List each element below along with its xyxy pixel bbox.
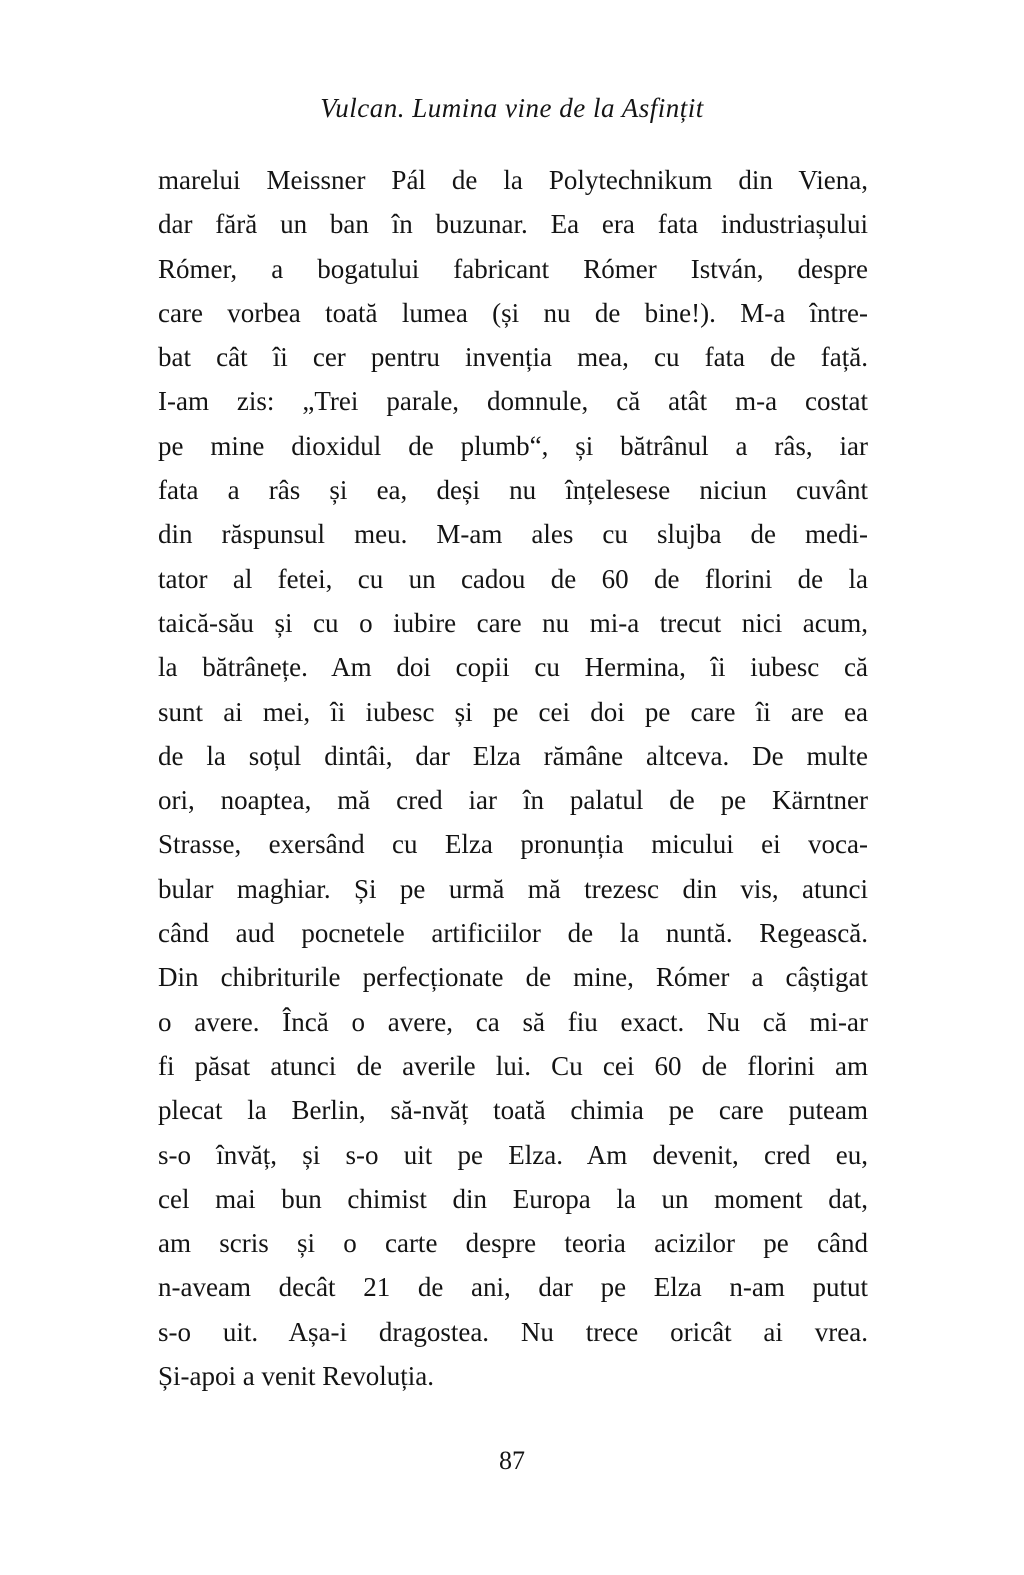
body-line: ori, noaptea, mă cred iar în palatul de pe Kärntner (158, 785, 868, 816)
body-line: care vorbea toată lumea (și nu de bine!). M-a între- (158, 297, 868, 328)
body-line: la bătrânețe. Am doi copii cu Hermina, îi iubesc că (158, 652, 868, 683)
body-line: de la soțul dintâi, dar Elza rămâne altceva. De multe (158, 740, 868, 771)
body-line: bular maghiar. Și pe urmă mă trezesc din vis, atunci (158, 873, 868, 904)
page-number: 87 (499, 1446, 525, 1475)
body-line: fata a râs și ea, deși nu înțelesese niciun cuvânt (158, 475, 868, 506)
body-line: s-o învăț, și s-o uit pe Elza. Am devenit, cred eu, (158, 1139, 868, 1170)
body-line-last: Și-apoi a venit Revoluția. (158, 1361, 434, 1392)
body-line: cel mai bun chimist din Europa la un moment dat, (158, 1183, 868, 1214)
body-line: fi păsat atunci de averile lui. Cu cei 60 de florini am (158, 1050, 868, 1081)
body-line: bat cât îi cer pentru invenția mea, cu fata de față. (158, 342, 868, 373)
body-line: plecat la Berlin, să-nvăț toată chimia pe care puteam (158, 1095, 868, 1126)
body-line: o avere. Încă o avere, ca să fiu exact. Nu că mi-ar (158, 1006, 868, 1037)
body-line: I-am zis: „Trei parale, domnule, că atât m-a costat (158, 386, 868, 417)
running-header: Vulcan. Lumina vine de la Asfințit (320, 93, 704, 123)
body-line: pe mine dioxidul de plumb“, și bătrânul a râs, iar (158, 430, 868, 461)
body-line: tator al fetei, cu un cadou de 60 de florini de la (158, 563, 868, 594)
body-line: s-o uit. Așa-i dragostea. Nu trece oricât ai vrea. (158, 1316, 868, 1347)
paragraph-block (158, 158, 868, 1398)
body-line: Din chibriturile perfecționate de mine, Rómer a câștigat (158, 962, 868, 993)
body-line: Rómer, a bogatului fabricant Rómer István, despre (158, 253, 868, 284)
body-line: când aud pocnetele artificiilor de la nuntă. Regească. (158, 918, 868, 949)
body-line: marelui Meissner Pál de la Polytechnikum din Viena, (158, 165, 868, 195)
body-line: sunt ai mei, îi iubesc și pe cei doi pe care îi are ea (158, 696, 868, 727)
body-line: Strasse, exersând cu Elza pronunția micului ei voca- (158, 829, 868, 860)
body-line: taică-său și cu o iubire care nu mi-a trecut nici acum, (158, 607, 868, 638)
body-line: n-aveam decât 21 de ani, dar pe Elza n-am putut (158, 1272, 868, 1303)
body-line: am scris și o carte despre teoria acizilor pe când (158, 1228, 868, 1259)
body-line: din răspunsul meu. M-am ales cu slujba de medi- (158, 519, 868, 550)
body-line: dar fără un ban în buzunar. Ea era fata industriașului (158, 209, 868, 240)
